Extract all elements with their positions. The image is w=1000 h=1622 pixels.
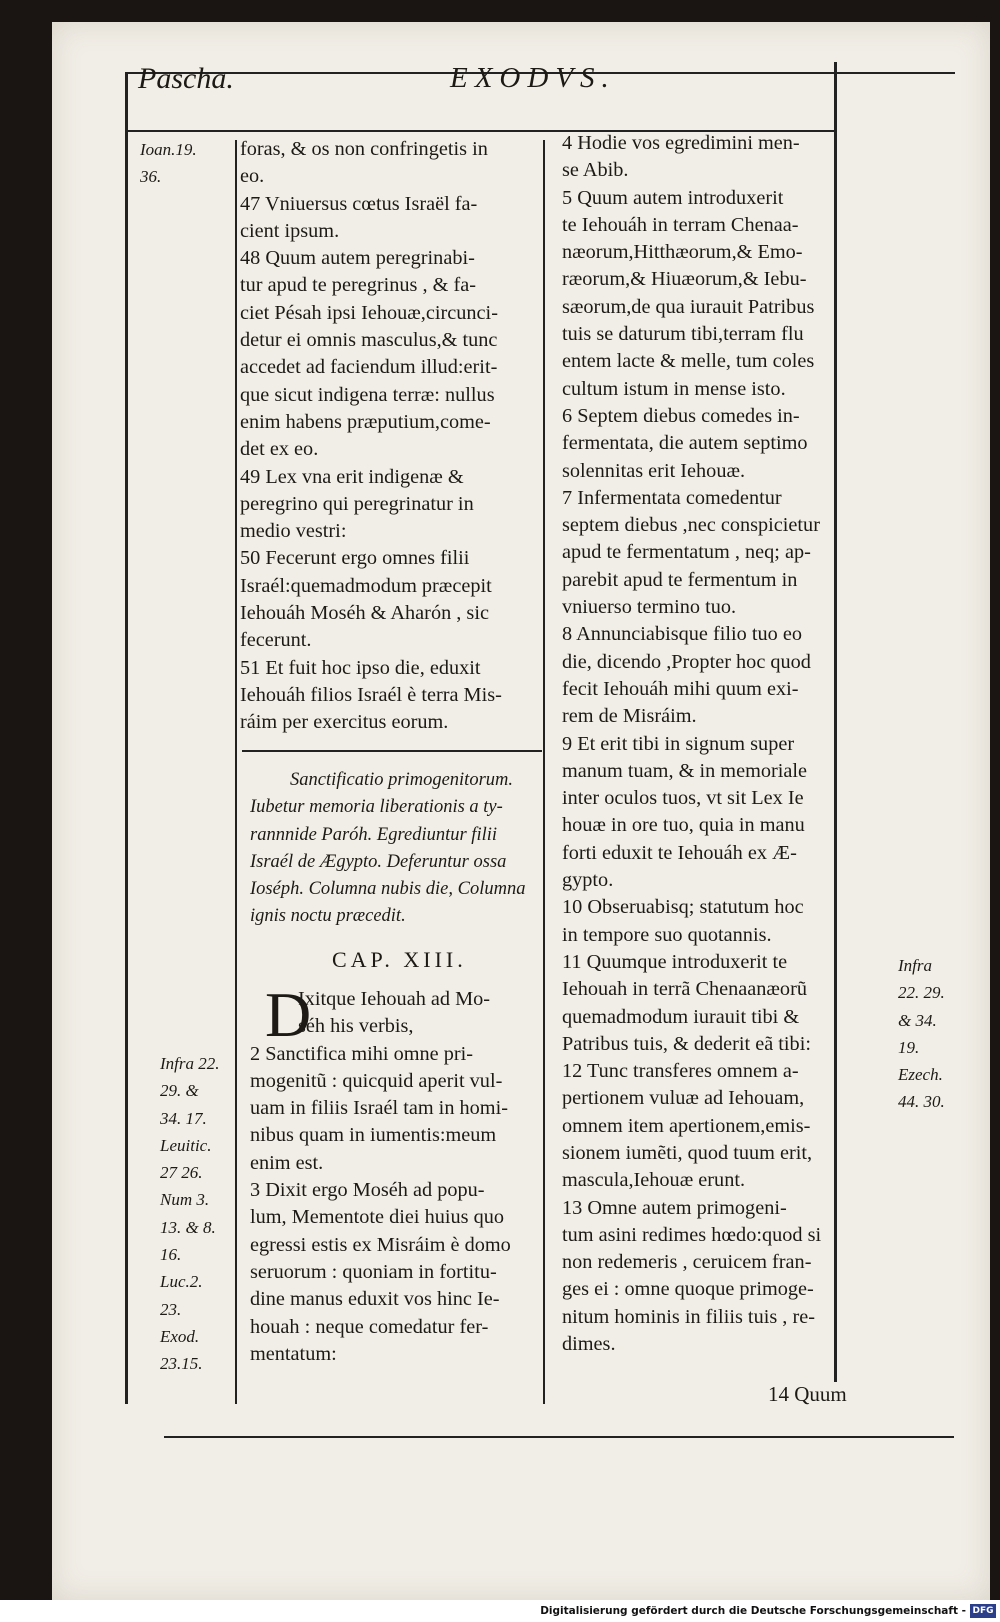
text-line: accedet ad faciendum illud:erit-: [240, 356, 498, 379]
margin-line: 19.: [898, 1037, 920, 1057]
text-line: fecit Iehouáh mihi quum exi-: [562, 677, 799, 700]
text-line: nibus quam in iumentis:meum: [250, 1124, 497, 1147]
text-line: 7 Infermentata comedentur: [562, 486, 782, 509]
text-line: vniuerso termino tuo.: [562, 596, 737, 619]
summary-rule: [242, 750, 542, 752]
margin-note-left-bottom: [160, 1050, 220, 1378]
left-frame-rule: [125, 74, 128, 1404]
text-line: 3 Dixit ergo Moséh ad popu-: [250, 1179, 485, 1202]
text-line: parebit apud te fermentum in: [562, 568, 798, 591]
text-line: 13 Omne autem primogeni-: [562, 1196, 787, 1219]
text-line: Iehouáh Moséh & Aharón , sic: [240, 602, 489, 625]
summary-line: Sanctificatio primogenitorum.: [290, 770, 514, 790]
text-line: lum, Mementote diei huius quo: [250, 1206, 505, 1229]
catchword: 14 Quum: [768, 1382, 847, 1406]
text-line: dine manus eduxit vos hinc Ie-: [250, 1288, 500, 1311]
text-line: dimes.: [562, 1333, 616, 1356]
text-line: ræorum,& Hiuæorum,& Iebu-: [562, 268, 807, 291]
column-1-top: [240, 136, 502, 737]
text-line: mascula,Iehouæ erunt.: [562, 1169, 746, 1192]
text-line: ges ei : omne quoque primoge-: [562, 1278, 814, 1301]
summary-line: rannnide Paróh. Egrediuntur filii: [250, 824, 498, 845]
margin-line: 22. 29.: [898, 983, 945, 1003]
text-line: cultum istum in mense isto.: [562, 377, 786, 400]
bottom-frame-rule: [164, 1436, 954, 1438]
margin-line: 36.: [140, 167, 162, 187]
running-head-title: EXODVS.: [450, 62, 616, 94]
text-line: eo.: [240, 165, 265, 188]
text-line: 51 Et fuit hoc ipso die, eduxit: [240, 656, 481, 679]
text-line: fermentata, die autem septimo: [562, 432, 808, 455]
text-line: Patribus tuis, & dederit eã tibi:: [562, 1032, 811, 1055]
margin-line: Infra 22.: [160, 1054, 220, 1073]
text-line: solennitas erit Iehouæ.: [562, 459, 746, 482]
text-line: enim est.: [250, 1151, 324, 1174]
running-head-left: Pascha.: [138, 62, 234, 95]
text-line: quemadmodum iurauit tibi &: [562, 1005, 800, 1028]
summary-line: ignis noctu præcedit.: [250, 906, 406, 927]
text-line: tur apud te peregrinus , & fa-: [240, 274, 476, 297]
text-line: medio vestri:: [240, 520, 347, 543]
text-line: forti eduxit te Iehouáh ex Æ-: [562, 841, 797, 864]
text-line: houæ in ore tuo, quia in manu: [562, 814, 805, 837]
text-line: sæorum,de qua iurauit Patribus: [562, 295, 815, 318]
margin-line: 44. 30.: [898, 1092, 945, 1112]
text-line: foras, & os non confringetis in: [240, 138, 488, 160]
text-line: 2 Sanctifica mihi omne pri-: [250, 1042, 474, 1065]
text-line: tuis se daturum tibi,terram flu: [562, 323, 804, 346]
text-line: te Iehouáh in terram Chenaa-: [562, 213, 799, 236]
margin-line: Exod.: [160, 1326, 200, 1346]
margin-line: Leuitic.: [160, 1135, 212, 1155]
text-line: peregrino qui peregrinatur in: [240, 492, 474, 515]
text-line: tum asini redimes hœdo:quod si: [562, 1223, 822, 1246]
text-line: Iehouah in terrã Chenaanæorũ: [562, 978, 807, 1001]
text-line: 50 Fecerunt ergo omnes filii: [240, 547, 470, 570]
text-line: ráim per exercitus eorum.: [240, 711, 449, 734]
text-line: 47 Vniuersus cœtus Israël fa-: [240, 192, 478, 215]
margin-line: 13. & 8.: [160, 1217, 216, 1237]
text-line: detur ei omnis masculus,& tunc: [240, 329, 498, 352]
text-line: næorum,Hitthæorum,& Emo-: [562, 241, 803, 264]
text-line: sionem iumẽti, quod tuum erit,: [562, 1141, 813, 1164]
text-line: gypto.: [562, 869, 614, 892]
margin-line: Ioan.19.: [140, 140, 197, 159]
text-line: Iehouáh filios Israél è terra Mis-: [240, 683, 502, 706]
drop-capital: D: [265, 979, 312, 1050]
digitization-footer: [0, 1600, 1000, 1622]
text-line: ciet Pésah ipsi Iehouæ,circunci-: [240, 301, 498, 324]
text-line: uam in filiis Israél tam in homi-: [250, 1097, 508, 1120]
text-line: 10 Obseruabisq; statutum hoc: [562, 896, 804, 919]
text-line: 5 Quum autem introduxerit: [562, 186, 784, 209]
summary-line: Israél de Ægypto. Deferuntur ossa: [250, 851, 507, 872]
summary-line: Iubetur memoria liberationis a ty-: [250, 797, 503, 818]
margin-note-left-top: [140, 136, 197, 191]
text-line: det ex eo.: [240, 438, 319, 461]
text-line: pertionem vuluæ ad Iehouam,: [562, 1087, 805, 1110]
margin-line: 16.: [160, 1245, 182, 1265]
margin-line: Luc.2.: [160, 1272, 203, 1292]
text-line: egressi estis ex Misráim è domo: [250, 1233, 511, 1256]
text-line: 48 Quum autem peregrinabi-: [240, 247, 475, 270]
dfg-logo: DFG: [970, 1604, 996, 1618]
column-2: [562, 130, 821, 1358]
right-frame-rule: [834, 62, 837, 1382]
text-line: 4 Hodie vos egredimini men-: [562, 132, 800, 154]
text-line: in tempore suo quotannis.: [562, 923, 772, 946]
gutter-rule-2: [543, 140, 545, 1404]
text-line: mentatum:: [250, 1342, 337, 1365]
margin-line: 29. &: [160, 1081, 199, 1101]
text-line: omnem item apertionem,emis-: [562, 1114, 811, 1137]
margin-line: Infra: [898, 956, 932, 975]
text-line: 12 Tunc transferes omnem a-: [562, 1060, 799, 1083]
text-line: apud te fermentatum , neq; ap-: [562, 541, 811, 564]
text-line: houah : neque comedatur fer-: [250, 1315, 489, 1338]
text-line: rem de Misráim.: [562, 705, 697, 728]
margin-line: 34. 17.: [160, 1108, 207, 1128]
text-line: Ixitque Iehouah ad Mo-: [298, 988, 491, 1010]
text-line: 6 Septem diebus comedes in-: [562, 404, 800, 427]
text-line: 8 Annunciabisque filio tuo eo: [562, 623, 802, 646]
text-line: 49 Lex vna erit indigenæ &: [240, 465, 464, 488]
text-line: séh his verbis,: [298, 1015, 414, 1038]
text-line: non redemeris , ceruicem fran-: [562, 1251, 812, 1274]
margin-line: 23.15.: [160, 1354, 203, 1374]
text-line: die, dicendo ,Propter hoc quod: [562, 650, 811, 673]
text-line: nitum hominis in filiis tuis , re-: [562, 1305, 815, 1328]
margin-line: 27 26.: [160, 1163, 203, 1183]
text-line: Israél:quemadmodum præcepit: [240, 574, 492, 597]
margin-line: & 34.: [898, 1010, 937, 1030]
text-line: mogenitũ : quicquid aperit vul-: [250, 1069, 503, 1092]
text-line: enim habens præputium,come-: [240, 410, 491, 433]
footer-text: Digitalisierung gefördert durch die Deutsche Forschungsgemeinschaft -: [540, 1605, 966, 1617]
text-line: se Abib.: [562, 159, 629, 182]
margin-line: 23.: [160, 1299, 182, 1319]
margin-note-right: [898, 952, 945, 1116]
chapter-heading: CAP. XIII.: [332, 947, 467, 972]
text-line: cient ipsum.: [240, 219, 340, 242]
text-line: entem lacte & melle, tum coles: [562, 350, 815, 373]
margin-line: Num 3.: [160, 1190, 210, 1210]
text-line: septem diebus ,nec conspicietur: [562, 514, 820, 537]
text-line: inter oculos tuos, vt sit Lex Ie: [562, 787, 804, 810]
text-line: 11 Quumque introduxerit te: [562, 950, 788, 973]
text-line: manum tuam, & in memoriale: [562, 759, 808, 782]
chapter-summary: [250, 767, 525, 931]
text-line: seruorum : quoniam in fortitu-: [250, 1260, 497, 1283]
margin-line: Ezech.: [898, 1065, 943, 1085]
text-line: que sicut indigena terræ: nullus: [240, 383, 495, 406]
text-line: fecerunt.: [240, 629, 312, 652]
text-line: 9 Et erit tibi in signum super: [562, 732, 795, 755]
summary-line: Ioséph. Columna nubis die, Columna: [250, 879, 526, 900]
gutter-rule-1: [235, 140, 237, 1404]
column-1-bottom: [250, 979, 511, 1368]
